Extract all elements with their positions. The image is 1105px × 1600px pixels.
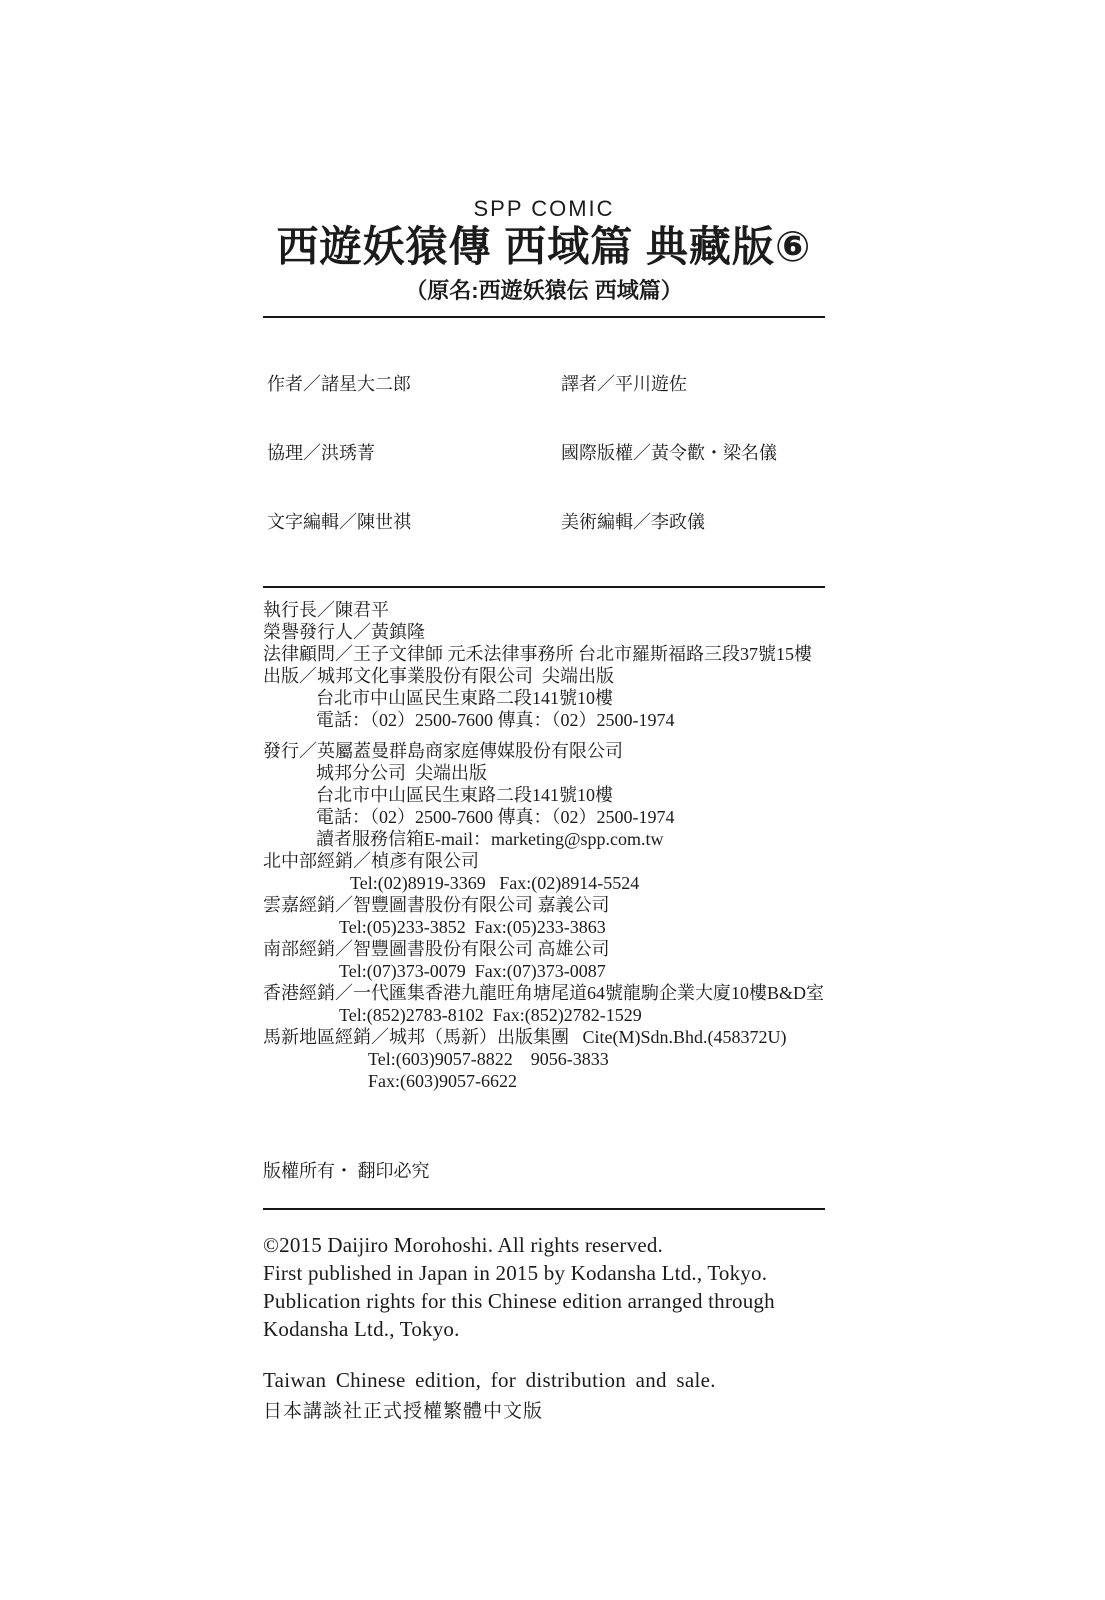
distribution-line: Tel:(603)9057-8822 9056-3833	[368, 1049, 609, 1069]
distribution-line: 城邦分公司 尖端出版	[316, 763, 487, 783]
staff-credit-line: 譯者／平川遊佐	[561, 374, 687, 394]
distribution-line: 雲嘉經銷／智豐圖書股份有限公司 嘉義公司	[263, 895, 610, 915]
staff-column-left	[267, 327, 561, 580]
edition-statement-en: Taiwan Chinese edition, for distribution and sale.	[263, 1368, 716, 1392]
english-copyright-line: ©2015 Daijiro Morohoshi. All rights reserved.	[263, 1233, 663, 1257]
staff-credit-line: 美術編輯／李政儀	[561, 512, 705, 532]
distribution-line: 台北市中山區民生東路二段141號10樓	[316, 785, 613, 805]
publisher-info	[263, 588, 825, 731]
original-title: （原名:西遊妖猿伝 西域篇）	[405, 278, 683, 303]
distribution-line: 南部經銷／智豐圖書股份有限公司 高雄公司	[263, 939, 610, 959]
colophon-content	[263, 0, 825, 1424]
english-copyright	[263, 1231, 825, 1343]
distribution-line: 香港經銷／一代匯集香港九龍旺角塘尾道64號龍駒企業大廈10樓B&D室	[263, 983, 825, 1003]
publisher-line: 電話：（02）2500-7600 傳真：（02）2500-1974	[316, 710, 675, 730]
edition-statement-zh: 日本講談社正式授權繁體中文版	[263, 1401, 544, 1422]
imprint-label: SPP COMIC	[473, 196, 615, 221]
book-title: 西遊妖猿傳 西域篇 典藏版⑥	[276, 223, 812, 270]
publisher-line: 出版／城邦文化事業股份有限公司 尖端出版	[263, 666, 614, 686]
distribution-line: Tel:(05)233-3852 Fax:(05)233-3863	[339, 917, 606, 937]
distribution-line: Tel:(852)2783-8102 Fax:(852)2782-1529	[339, 1005, 642, 1025]
staff-credit-line: 國際版權／黃令歡・梁名儀	[561, 443, 777, 463]
distribution-info	[263, 740, 825, 1092]
distribution-line: 北中部經銷／楨彥有限公司	[263, 851, 479, 871]
distribution-line: 電話：（02）2500-7600 傳真：（02）2500-1974	[316, 807, 675, 827]
staff-credit-line: 作者／諸星大二郎	[267, 374, 411, 394]
divider-bottom	[263, 1208, 825, 1210]
distribution-line: 讀者服務信箱E-mail：marketing@spp.com.tw	[316, 829, 664, 849]
staff-credit-line: 協理／洪琇菁	[267, 443, 375, 463]
distribution-line: 發行／英屬蓋曼群島商家庭傳媒股份有限公司	[263, 741, 623, 761]
distribution-line: Fax:(603)9057-6622	[368, 1071, 517, 1091]
english-copyright-line: First published in Japan in 2015 by Kodansha Ltd., Tokyo.	[263, 1261, 768, 1285]
staff-column-right	[561, 327, 777, 580]
english-copyright-line: Publication rights for this Chinese edition arranged through	[263, 1289, 775, 1313]
distribution-line: 馬新地區經銷／城邦（馬新）出版集團 Cite(M)Sdn.Bhd.(458372U)	[263, 1027, 787, 1047]
publisher-line: 榮譽發行人／黃鎮隆	[263, 622, 425, 642]
publisher-line: 法律顧問／王子文律師 元禾法律事務所 台北市羅斯福路三段37號15樓	[263, 644, 812, 664]
publisher-line: 台北市中山區民生東路二段141號10樓	[316, 688, 613, 708]
staff-credit-line: 文字編輯／陳世祺	[267, 512, 411, 532]
staff-credits	[263, 318, 825, 586]
publisher-line: 執行長／陳君平	[263, 600, 389, 620]
english-copyright-line: Kodansha Ltd., Tokyo.	[263, 1317, 460, 1341]
distribution-line: Tel:(07)373-0079 Fax:(07)373-0087	[339, 961, 606, 981]
distribution-line: Tel:(02)8919-3369 Fax:(02)8914-5524	[350, 873, 640, 893]
copyright-notice: 版權所有・ 翻印必究	[263, 1161, 430, 1181]
